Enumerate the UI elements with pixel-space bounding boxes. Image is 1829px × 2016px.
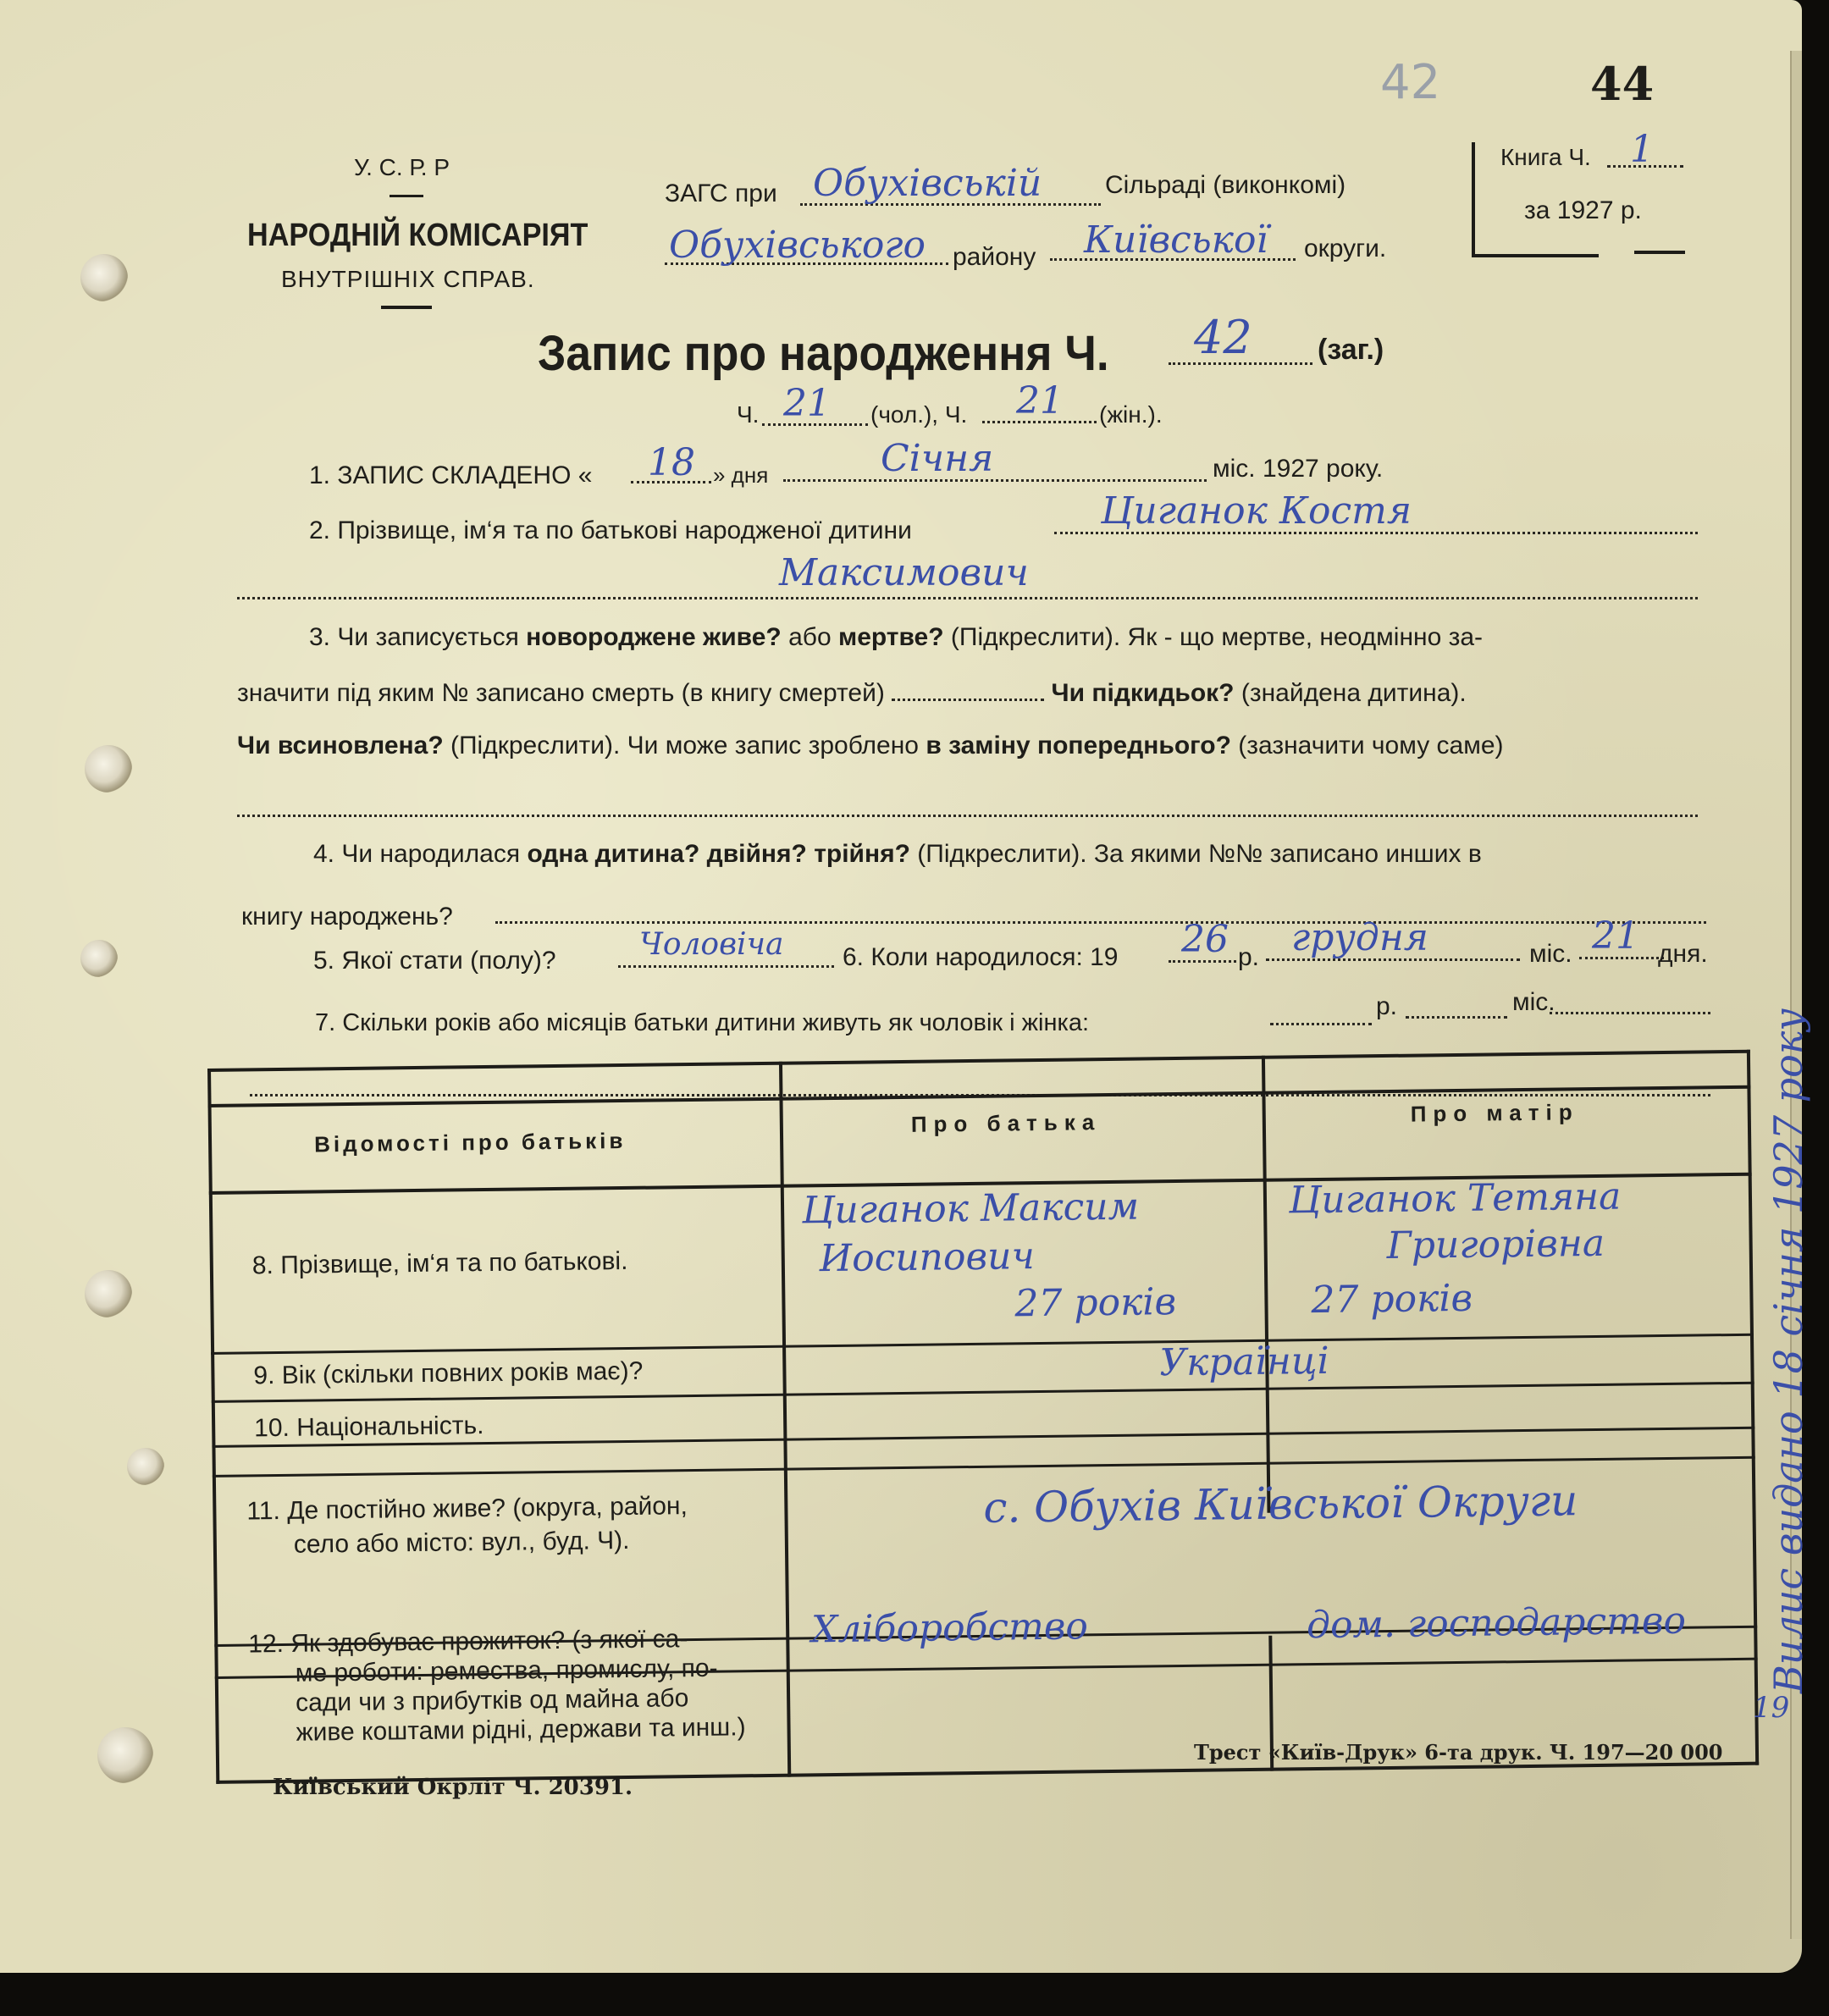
f3-line3 <box>237 730 1504 762</box>
row12-mother-occupation: дом. господарство <box>1306 1599 1687 1648</box>
f7-mis: міс. <box>1512 988 1555 1016</box>
punch-hole <box>127 1448 164 1485</box>
district-label: району <box>953 243 1036 271</box>
f3-line3-d: (зазначити чому саме) <box>1238 732 1504 759</box>
archive-number-printed: 44 <box>1590 57 1655 111</box>
footer-right: Трест «Київ-Друк» 6-та друк. Ч. 197—20 000 <box>1194 1740 1723 1765</box>
punch-hole <box>85 1270 132 1317</box>
f3-line1-c: або <box>788 623 832 651</box>
f6-mis: міс. <box>1529 940 1572 968</box>
row9-label: 9. Вік (скільки повних років має)? <box>253 1356 644 1390</box>
f6-day: 21 <box>1592 914 1639 958</box>
row8-father: Циганок Максим <box>801 1185 1140 1233</box>
book-label: Книга Ч. <box>1500 144 1591 170</box>
row8-mother: Циганок Тетяна <box>1288 1174 1622 1223</box>
f3-line1-e: (Підкреслити). Як - що мертве, неодмінно за- <box>950 623 1484 651</box>
f3-line1-b: новороджене живе? <box>526 623 782 651</box>
num-male-prefix: Ч. <box>737 401 760 428</box>
department-label: ВНУТРІШНІХ СПРАВ. <box>281 266 535 292</box>
f5-label: 5. Якої стати (полу)? <box>313 947 556 975</box>
f4-line1-c: (Підкреслити). За якими №№ записано инших в <box>917 840 1482 868</box>
f7-r: р. <box>1376 992 1398 1020</box>
f5-sex: Чоловіча <box>639 927 784 962</box>
f6-dnia: дня. <box>1658 940 1708 968</box>
f1-label: 1. ЗАПИС СКЛАДЕНО « <box>309 461 593 489</box>
divider <box>390 195 423 197</box>
f6-label: 6. Коли народилося: 19 <box>843 943 1119 971</box>
zags-prefix: ЗАГС при <box>665 180 777 207</box>
punch-hole <box>80 940 118 977</box>
row12-label-2: ме роботи: ремества, промислу, по- <box>295 1654 718 1687</box>
f3-line1-d: мертве? <box>838 623 944 651</box>
th-father: Про батька <box>910 1109 1102 1137</box>
f4-line1-a: 4. Чи народилася <box>313 840 521 868</box>
district-name: Обухівського <box>669 224 926 267</box>
num-female: 21 <box>1016 379 1064 423</box>
okruha-label: округи. <box>1304 235 1387 262</box>
f2-label: 2. Прізвище, ім‘я та по батькові народженої дитини <box>309 516 912 544</box>
punch-hole <box>97 1727 153 1783</box>
footer-left: Київський Окрліт Ч. 20391. <box>273 1775 633 1800</box>
f2-child-name: Циганок Костя <box>1101 489 1412 533</box>
f4-line2: книгу народжень? <box>241 903 453 931</box>
f1-month: Січня <box>881 437 994 480</box>
num-male-suffix: (чол.), Ч. <box>870 401 968 428</box>
commissariat-label: НАРОДНІЙ КОМІСАРІЯТ <box>247 218 588 253</box>
row8-label: 8. Прізвище, ім‘я та по батькові. <box>251 1246 628 1280</box>
f6-year: 26 <box>1181 918 1229 961</box>
f7-label: 7. Скільки років або місяців батьки дитини живуть як чоловік і жінка: <box>315 1009 1090 1036</box>
row8-mother-patronymic: Григорівна <box>1386 1221 1605 1268</box>
f6-month: грудня <box>1291 916 1428 959</box>
row11-label-2: село або місто: вул., буд. Ч). <box>293 1526 630 1559</box>
f3-line2-b: Чи підкидьок? <box>1051 679 1235 707</box>
row12-father-occupation: Хліборобство <box>810 1605 1089 1652</box>
row10-nationality: Українці <box>1159 1339 1329 1385</box>
f3-line1-a: 3. Чи записується <box>309 623 519 651</box>
row12-label-4: живе коштами рідні, держави та инш.) <box>296 1713 746 1747</box>
okruha-name: Київської <box>1084 218 1268 262</box>
margin-initial: 19 <box>1753 1691 1790 1725</box>
record-title: Запис про народження Ч. <box>538 326 1109 381</box>
punch-hole <box>80 254 128 301</box>
th-mother: Про матір <box>1410 1099 1579 1127</box>
record-number: 42 <box>1194 311 1252 364</box>
council-name: Обухівській <box>813 162 1042 205</box>
row12-label-3: сади чи з прибутків од майна або <box>295 1684 689 1717</box>
row10-label: 10. Національність. <box>253 1411 484 1443</box>
archive-number-handwritten: 42 <box>1380 55 1441 110</box>
f2-child-patronymic: Максимович <box>779 551 1029 594</box>
parents-table <box>207 1050 1759 1784</box>
num-male: 21 <box>783 382 831 425</box>
f3-line3-c: в заміну попереднього? <box>926 732 1231 759</box>
row12-label-1: 12. Як здобуває прожиток? (з якої са- <box>248 1625 688 1659</box>
f1-suffix: міс. 1927 року. <box>1213 455 1384 483</box>
row11-residence: с. Обухів Київської Округи <box>983 1476 1578 1533</box>
f3-line2 <box>237 677 1467 710</box>
row11-label-1: 11. Де постійно живе? (округа, район, <box>246 1492 688 1526</box>
num-female-suffix: (жін.). <box>1099 401 1163 428</box>
divider <box>381 306 432 309</box>
margin-note: Вилис видано 18 січня 1927 року <box>1765 1008 1811 1693</box>
f3-line3-b: (Підкреслити). Чи може запис зроблено <box>450 732 919 759</box>
f3-line2-c: (знайдена дитина). <box>1241 679 1467 707</box>
f3-line3-a: Чи всиновлена? <box>237 732 444 759</box>
f1-day: 18 <box>648 441 695 484</box>
punch-hole <box>85 745 132 793</box>
book-number: 1 <box>1630 128 1654 171</box>
council-label: Сільраді (виконкомі) <box>1105 171 1346 199</box>
republic-label: У. С. Р. Р <box>354 154 450 180</box>
f6-r: р. <box>1238 943 1260 971</box>
book-year: за 1927 р. <box>1524 196 1642 224</box>
f3-line1 <box>309 621 1483 654</box>
row9-mother: 27 років <box>1311 1276 1473 1323</box>
row9-father: 27 років <box>1014 1280 1177 1326</box>
th-info: Відомості про батьків <box>313 1127 627 1157</box>
row8-father-patronymic: Иосипович <box>819 1234 1036 1281</box>
f4-line1 <box>313 838 1482 870</box>
f3-line2-a: значити під яким № записано смерть (в книгу смертей) <box>237 679 885 707</box>
f1-mid: » дня <box>713 462 769 488</box>
record-suffix: (заг.) <box>1318 334 1384 366</box>
f4-line1-b: одна дитина? двійня? трійня? <box>527 840 910 868</box>
